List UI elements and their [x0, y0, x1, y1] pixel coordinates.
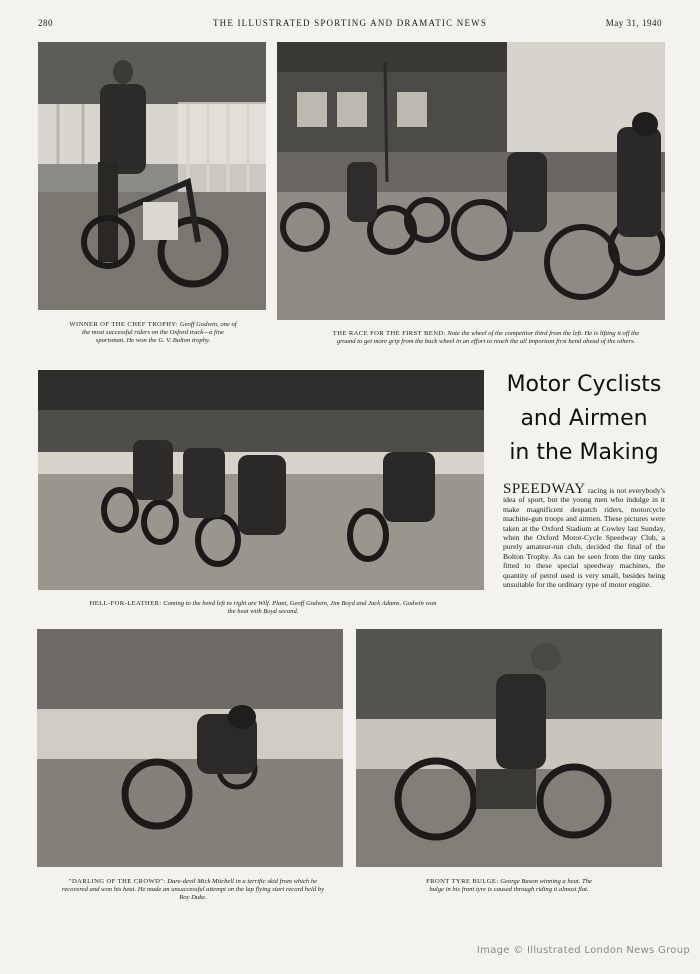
caption-race [330, 330, 642, 346]
photo-race-first-bend [277, 42, 665, 320]
page-number: 280 [38, 18, 53, 28]
headline-line-2: and Airmen [520, 406, 648, 431]
caption-bulge [420, 878, 598, 894]
caption-darling-body: Dare-devil Mick Mitchell in a terrific skid from which he recovered and won his heat. He made an unsuccessful attempt on the lap flying start record held by Roy Duke. [62, 878, 324, 902]
issue-date: May 31, 1940 [605, 18, 662, 28]
caption-race-lead: THE RACE FOR THE FIRST BEND: [332, 330, 446, 337]
article-body [503, 481, 665, 590]
article-dropcap: SPEEDWAY [503, 481, 586, 497]
caption-hell-lead: HELL-FOR-LEATHER: [89, 600, 162, 607]
article-headline [494, 368, 674, 470]
headline-line-3: in the Making [509, 440, 659, 465]
caption-winner [68, 321, 238, 346]
photo-darling-of-crowd [37, 629, 343, 867]
publication-title: THE ILLUSTRATED SPORTING AND DRAMATIC NEWS [212, 18, 488, 28]
page-header [38, 18, 662, 32]
caption-hell-body: Coming to the bend left to right are Wilf. Plant, Geoff Godwin, Jim Boyd and Jack Adams. Godwin won the heat with Boyd second. [163, 600, 437, 616]
photo-hell-for-leather [38, 370, 484, 590]
photo-front-tyre-bulge [356, 629, 662, 867]
caption-bulge-body: George Bason winning a heat. The bulge in his front tyre is caused through riding it almost flat. [429, 878, 592, 894]
image-credit: Image © Illustrated London News Group [476, 945, 690, 956]
headline-line-1: Motor Cyclists [506, 372, 662, 397]
caption-darling-lead: "DARLING OF THE CROWD": [68, 878, 166, 885]
photo-winner-trophy [38, 42, 266, 310]
article-text: racing is not everybody's idea of sport, but the young men who indulge in it make magnificent despatch riders, motorcycle machine-gun troops and airmen. These pictures were taken at the Oxford Stadium at Cowley last Sunday, when the Oxford Motor-Cycle Speedway Club, a purely amateur-run club, decided the final of the Bolton Trophy. As can be seen from the tiny tanks fitted to these special speedway machines, the quantity of petrol used is very small, besides being unsuitable for the ordinary type of motor engine. [503, 486, 665, 590]
caption-race-body: Note the wheel of the competitor third from the left. He is lifting it off the ground to get more grip from the back wheel in an effort to reach the all important first bend ahead of the others. [336, 330, 640, 346]
caption-hell [88, 600, 438, 616]
caption-darling [62, 878, 324, 903]
caption-winner-body: Geoff Godwin, one of the most successful riders on the Oxford track—a fine sportsman. He won the G. V. Bolton trophy. [82, 321, 237, 345]
caption-winner-lead: WINNER OF THE CHEF TROPHY: [69, 321, 179, 328]
caption-bulge-lead: FRONT TYRE BULGE: [426, 878, 499, 885]
